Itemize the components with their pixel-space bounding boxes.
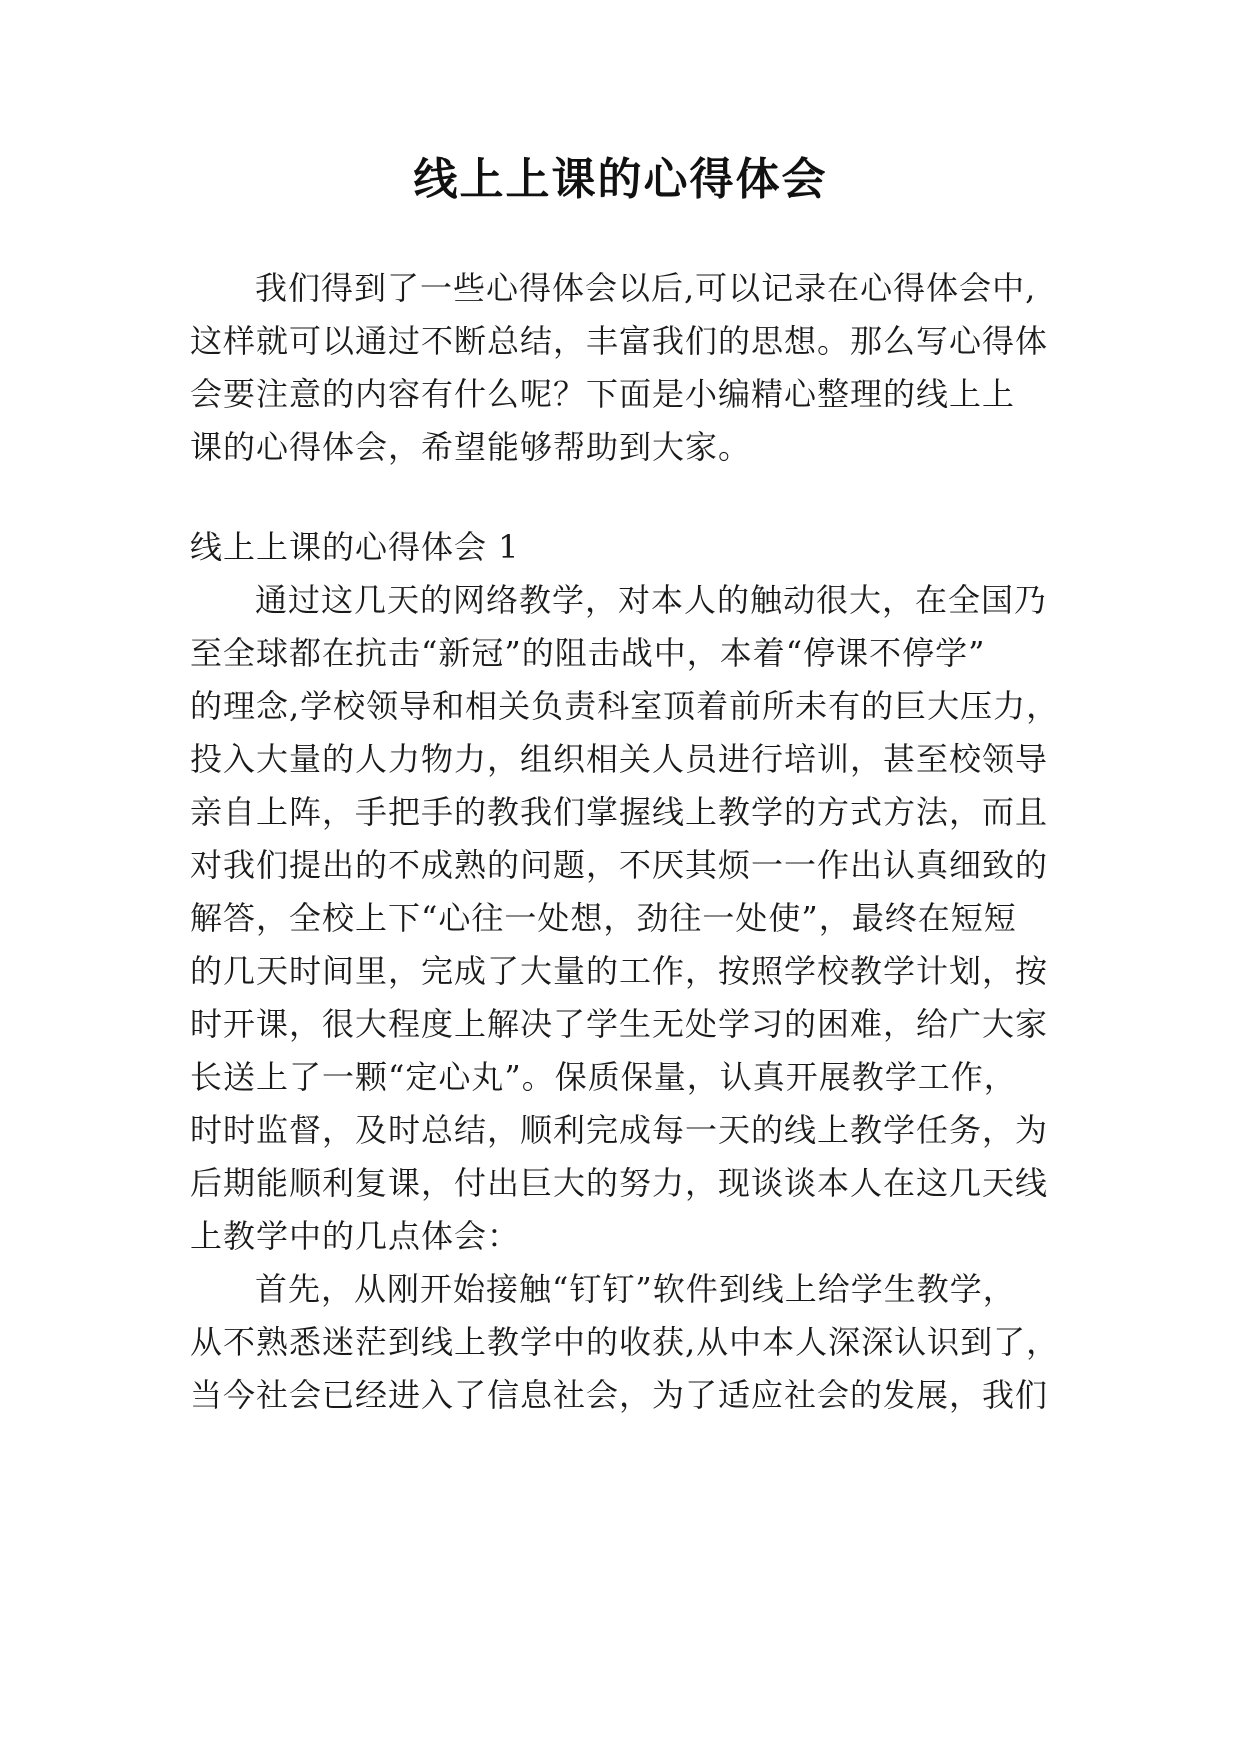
body-line: 的几天时间里，完成了大量的工作，按照学校教学计划，按 xyxy=(190,952,1049,990)
body-line: 后期能顺利复课，付出巨大的努力，现谈谈本人在这几天线 xyxy=(190,1164,1049,1202)
body-line: 从不熟悉迷茫到线上教学中的收获,从中本人深深认识到了， xyxy=(190,1323,1060,1361)
document-title: 线上上课的心得体会 xyxy=(413,154,828,205)
body-line: 上教学中的几点体会： xyxy=(190,1217,521,1255)
body-line: 亲自上阵，手把手的教我们掌握线上教学的方式方法，而且 xyxy=(190,793,1049,831)
body-line: 至全球都在抗击“新冠”的阻击战中，本着“停课不停学” xyxy=(190,634,986,672)
intro-line: 我们得到了一些心得体会以后,可以记录在心得体会中, xyxy=(255,269,1037,307)
intro-line: 这样就可以通过不断总结，丰富我们的思想。那么写心得体 xyxy=(190,322,1049,360)
body-line: 时开课，很大程度上解决了学生无处学习的困难，给广大家 xyxy=(190,1005,1049,1043)
body-line: 对我们提出的不成熟的问题，不厌其烦一一作出认真细致的 xyxy=(190,846,1049,884)
body-line: 时时监督，及时总结，顺利完成每一天的线上教学任务，为 xyxy=(190,1111,1049,1149)
body-line: 首先，从刚开始接触“钉钉”软件到线上给学生教学， xyxy=(255,1270,1016,1308)
body-line: 长送上了一颗“定心丸”。保质保量，认真开展教学工作， xyxy=(190,1058,1017,1096)
body-line: 解答，全校上下“心往一处想，劲往一处使”，最终在短短 xyxy=(190,899,1017,937)
body-line: 通过这几天的网络教学，对本人的触动很大，在全国乃 xyxy=(255,581,1048,619)
body-line: 的理念,学校领导和相关负责科室顶着前所未有的巨大压力， xyxy=(190,687,1060,725)
section-heading: 线上上课的心得体会 1 xyxy=(190,528,520,566)
body-line: 当今社会已经进入了信息社会，为了适应社会的发展，我们 xyxy=(190,1376,1049,1414)
intro-line: 会要注意的内容有什么呢？下面是小编精心整理的线上上 xyxy=(190,375,1016,413)
intro-line: 课的心得体会，希望能够帮助到大家。 xyxy=(190,428,752,466)
body-line: 投入大量的人力物力，组织相关人员进行培训，甚至校领导 xyxy=(190,740,1049,778)
